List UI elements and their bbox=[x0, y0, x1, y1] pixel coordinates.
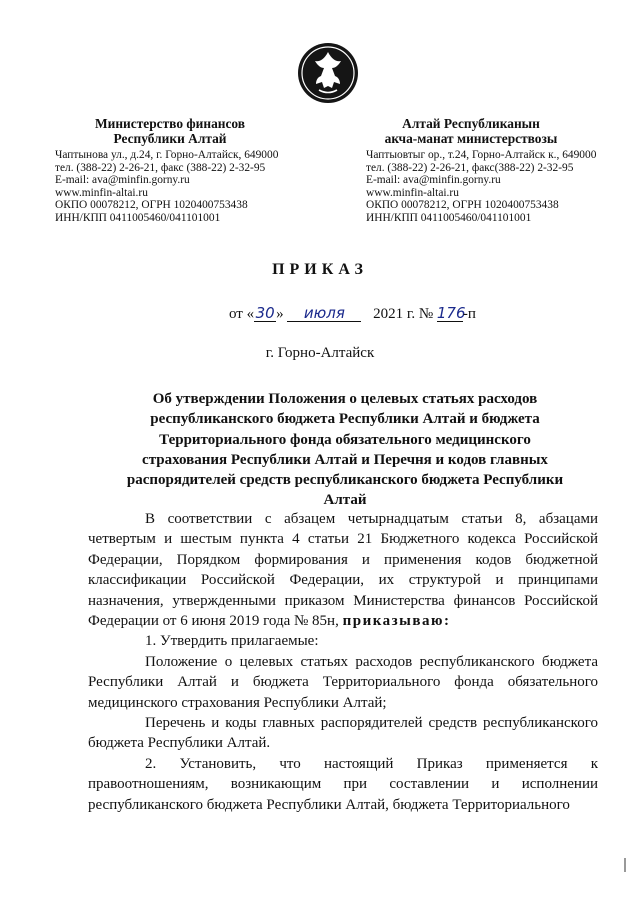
republic-altai-emblem-icon bbox=[297, 42, 359, 104]
document-type-heading: ПРИКАЗ bbox=[272, 261, 368, 278]
ministry-inn-ru: ИНН/КПП 0411005460/041101001 bbox=[55, 211, 221, 224]
date-number-line bbox=[229, 306, 476, 323]
ministry-name-ru: Министерство финансов bbox=[94, 116, 246, 131]
ministry-inn-alt: ИНН/КПП 0411005460/041101001 bbox=[366, 211, 532, 224]
ministry-okpo-alt: ОКПО 00078212, ОГРН 1020400753438 bbox=[366, 199, 559, 212]
date-month-handwritten: июля bbox=[287, 306, 361, 322]
ministry-email-ru: E-mail: ava@minfin.gorny.ru bbox=[55, 174, 190, 187]
intro-paragraph bbox=[88, 509, 598, 631]
ministry-region-ru: Республики Алтай bbox=[113, 131, 227, 146]
ministry-name-alt: Алтай Республиканын bbox=[402, 116, 540, 131]
margin-mark bbox=[624, 858, 626, 872]
date-year-number-label: 2021 г. № bbox=[373, 306, 434, 322]
order-number-suffix: -п bbox=[462, 306, 476, 322]
ministry-email-alt: E-mail: ava@minfin.gorny.ru bbox=[366, 174, 501, 187]
ministry-phone-ru: тел. (388-22) 2-26-21, факс (388-22) 2-32-95 bbox=[55, 161, 266, 174]
document-body bbox=[88, 509, 598, 815]
header-right-block bbox=[366, 116, 626, 225]
item-2: 2. Установить, что настоящий Приказ применяется к правоотношениям, возникающим при составлении и исполнении республиканского бюджета Республики Алтай, бюджета Территориального bbox=[88, 755, 598, 813]
item-1b: Перечень и коды главных распорядителей средств республиканского бюджета Республики Алтай. bbox=[88, 715, 598, 752]
ministry-address-ru: Чаптынова ул., д.24, г. Горно-Алтайск, 649000 bbox=[55, 149, 279, 161]
intro-text: В соответствии с абзацем четырнадцатым статьи 8, абзацами четвертым и шестым пункта 4 статьи 21 Бюджетного кодекса Российской Федерации, Порядком формирования и применения кодов бюджетной классификации Российской Федерации, их структурой и принципами назначения, утвержденными приказом Министерства финансов Российской Федерации от 6 июня 2019 года № 85н, bbox=[88, 511, 598, 630]
header-left-block bbox=[55, 116, 315, 225]
ministry-site-ru: www.minfin-altai.ru bbox=[55, 186, 148, 199]
document-title: Об утверждении Положения о целевых статьях расходов республиканского бюджета Республики Алтай и бюджета Территориального фонда обязательного медицинского страхования Республики Алтай и Перечня и кодов главных распорядителей средств республиканского бюджета Республики Алтай bbox=[126, 391, 564, 509]
order-number-handwritten: 176 bbox=[436, 304, 466, 322]
ministry-region-alt: акча-манат министерствозы bbox=[384, 131, 558, 146]
item-1: 1. Утвердить прилагаемые: bbox=[145, 633, 319, 650]
ministry-okpo-ru: ОКПО 00078212, ОГРН 1020400753438 bbox=[55, 199, 248, 212]
item-1a: Положение о целевых статьях расходов республиканского бюджета Республики Алтай и бюджета Территориального фонда обязательного медицинского страхования Республики Алтай; bbox=[88, 653, 598, 711]
date-mid: » bbox=[276, 306, 284, 322]
date-day-handwritten: 30 bbox=[255, 304, 275, 322]
ministry-site-alt: www.minfin-altai.ru bbox=[366, 186, 459, 199]
city-line: г. Горно-Алтайск bbox=[265, 345, 375, 361]
date-prefix: от « bbox=[229, 306, 255, 322]
order-word: приказываю: bbox=[342, 613, 451, 630]
ministry-phone-alt: тел. (388-22) 2-26-21, факс(388-22) 2-32-95 bbox=[366, 161, 574, 174]
ministry-address-alt: Чаптыовтыг ор., т.24, Горно-Алтайск к., 649000 bbox=[366, 149, 597, 161]
